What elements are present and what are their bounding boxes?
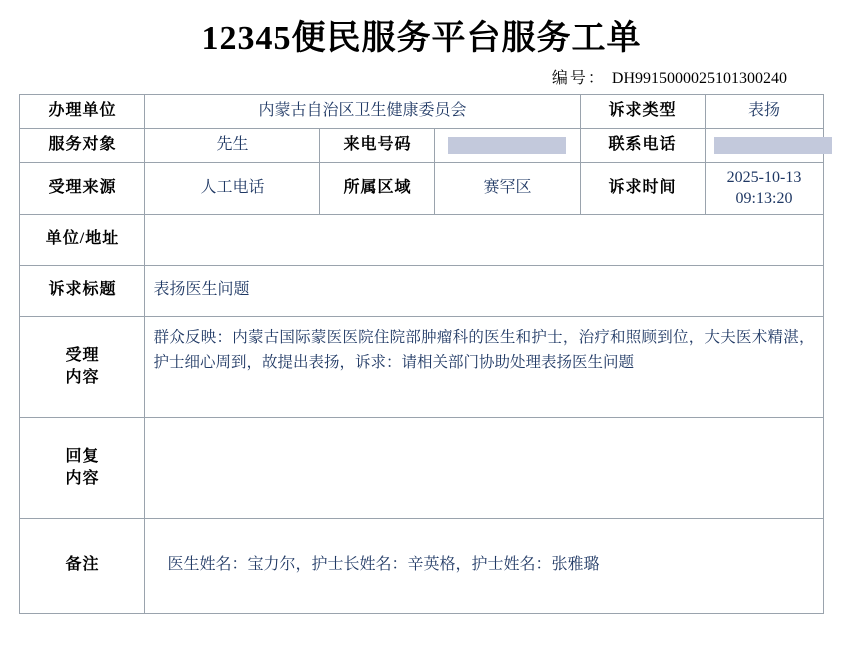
accept-source-value: 人工电话 — [145, 162, 320, 214]
reply-content-label — [20, 417, 145, 518]
remark-cell — [145, 518, 823, 613]
accept-content-cell — [145, 316, 823, 417]
page-title: 12345便民服务平台服务工单 — [201, 20, 642, 57]
appeal-time-value — [705, 162, 823, 214]
caller-number-label: 来电号码 — [320, 128, 435, 162]
appeal-type-label: 诉求类型 — [580, 95, 705, 129]
unit-address-value — [145, 214, 823, 265]
appeal-title-label: 诉求标题 — [20, 265, 145, 316]
appeal-type-value: 表扬 — [705, 95, 823, 129]
table-row — [20, 95, 823, 129]
appeal-title-value: 表扬医生问题 — [145, 265, 823, 316]
service-order-table — [19, 94, 823, 614]
contact-phone-label: 联系电话 — [580, 128, 705, 162]
appeal-time-label: 诉求时间 — [580, 162, 705, 214]
redaction-block-icon — [448, 137, 566, 154]
accept-content-label — [20, 316, 145, 417]
reply-content-label-line2: 内容 — [65, 469, 100, 487]
remark-value: 医生姓名：宝力尔，护士长姓名：辛英格，护士姓名：张雅璐 — [167, 556, 600, 574]
contact-phone-value — [705, 128, 823, 162]
accept-source-label: 受理来源 — [20, 162, 145, 214]
service-object-value: 先生 — [145, 128, 320, 162]
handling-unit-label: 办理单位 — [20, 95, 145, 129]
order-code-value: DH9915000025101300240 — [611, 70, 787, 87]
accept-content-label-line1: 受理 — [65, 347, 100, 365]
unit-address-label: 单位/地址 — [20, 214, 145, 265]
table-row — [20, 518, 823, 613]
table-row — [20, 162, 823, 214]
reply-content-label-line1: 回复 — [65, 448, 100, 466]
accept-content-label-line2: 内容 — [65, 368, 100, 386]
handling-unit-value: 内蒙古自治区卫生健康委员会 — [145, 95, 580, 129]
remark-label: 备注 — [20, 518, 145, 613]
accept-content-value: 群众反映：内蒙古国际蒙医医院住院部肿瘤科的医生和护士，治疗和照顾到位，大夫医术精湛，护士细心周到，故提出表扬，诉求：请相关部门协助处理表扬医生问题 — [153, 328, 815, 371]
region-label: 所属区域 — [320, 162, 435, 214]
order-code-label: 编号： — [551, 70, 606, 87]
table-row — [20, 214, 823, 265]
reply-content-cell — [145, 417, 823, 518]
appeal-time-date: 2025-10-13 — [726, 168, 802, 186]
appeal-time-clock: 09:13:20 — [735, 190, 793, 208]
redaction-block-icon — [714, 137, 832, 154]
caller-number-value — [435, 128, 580, 162]
service-object-label: 服务对象 — [20, 128, 145, 162]
table-row — [20, 265, 823, 316]
region-value: 赛罕区 — [435, 162, 580, 214]
table-row — [20, 316, 823, 417]
table-row — [20, 128, 823, 162]
order-code-row — [0, 65, 843, 94]
table-row — [20, 417, 823, 518]
